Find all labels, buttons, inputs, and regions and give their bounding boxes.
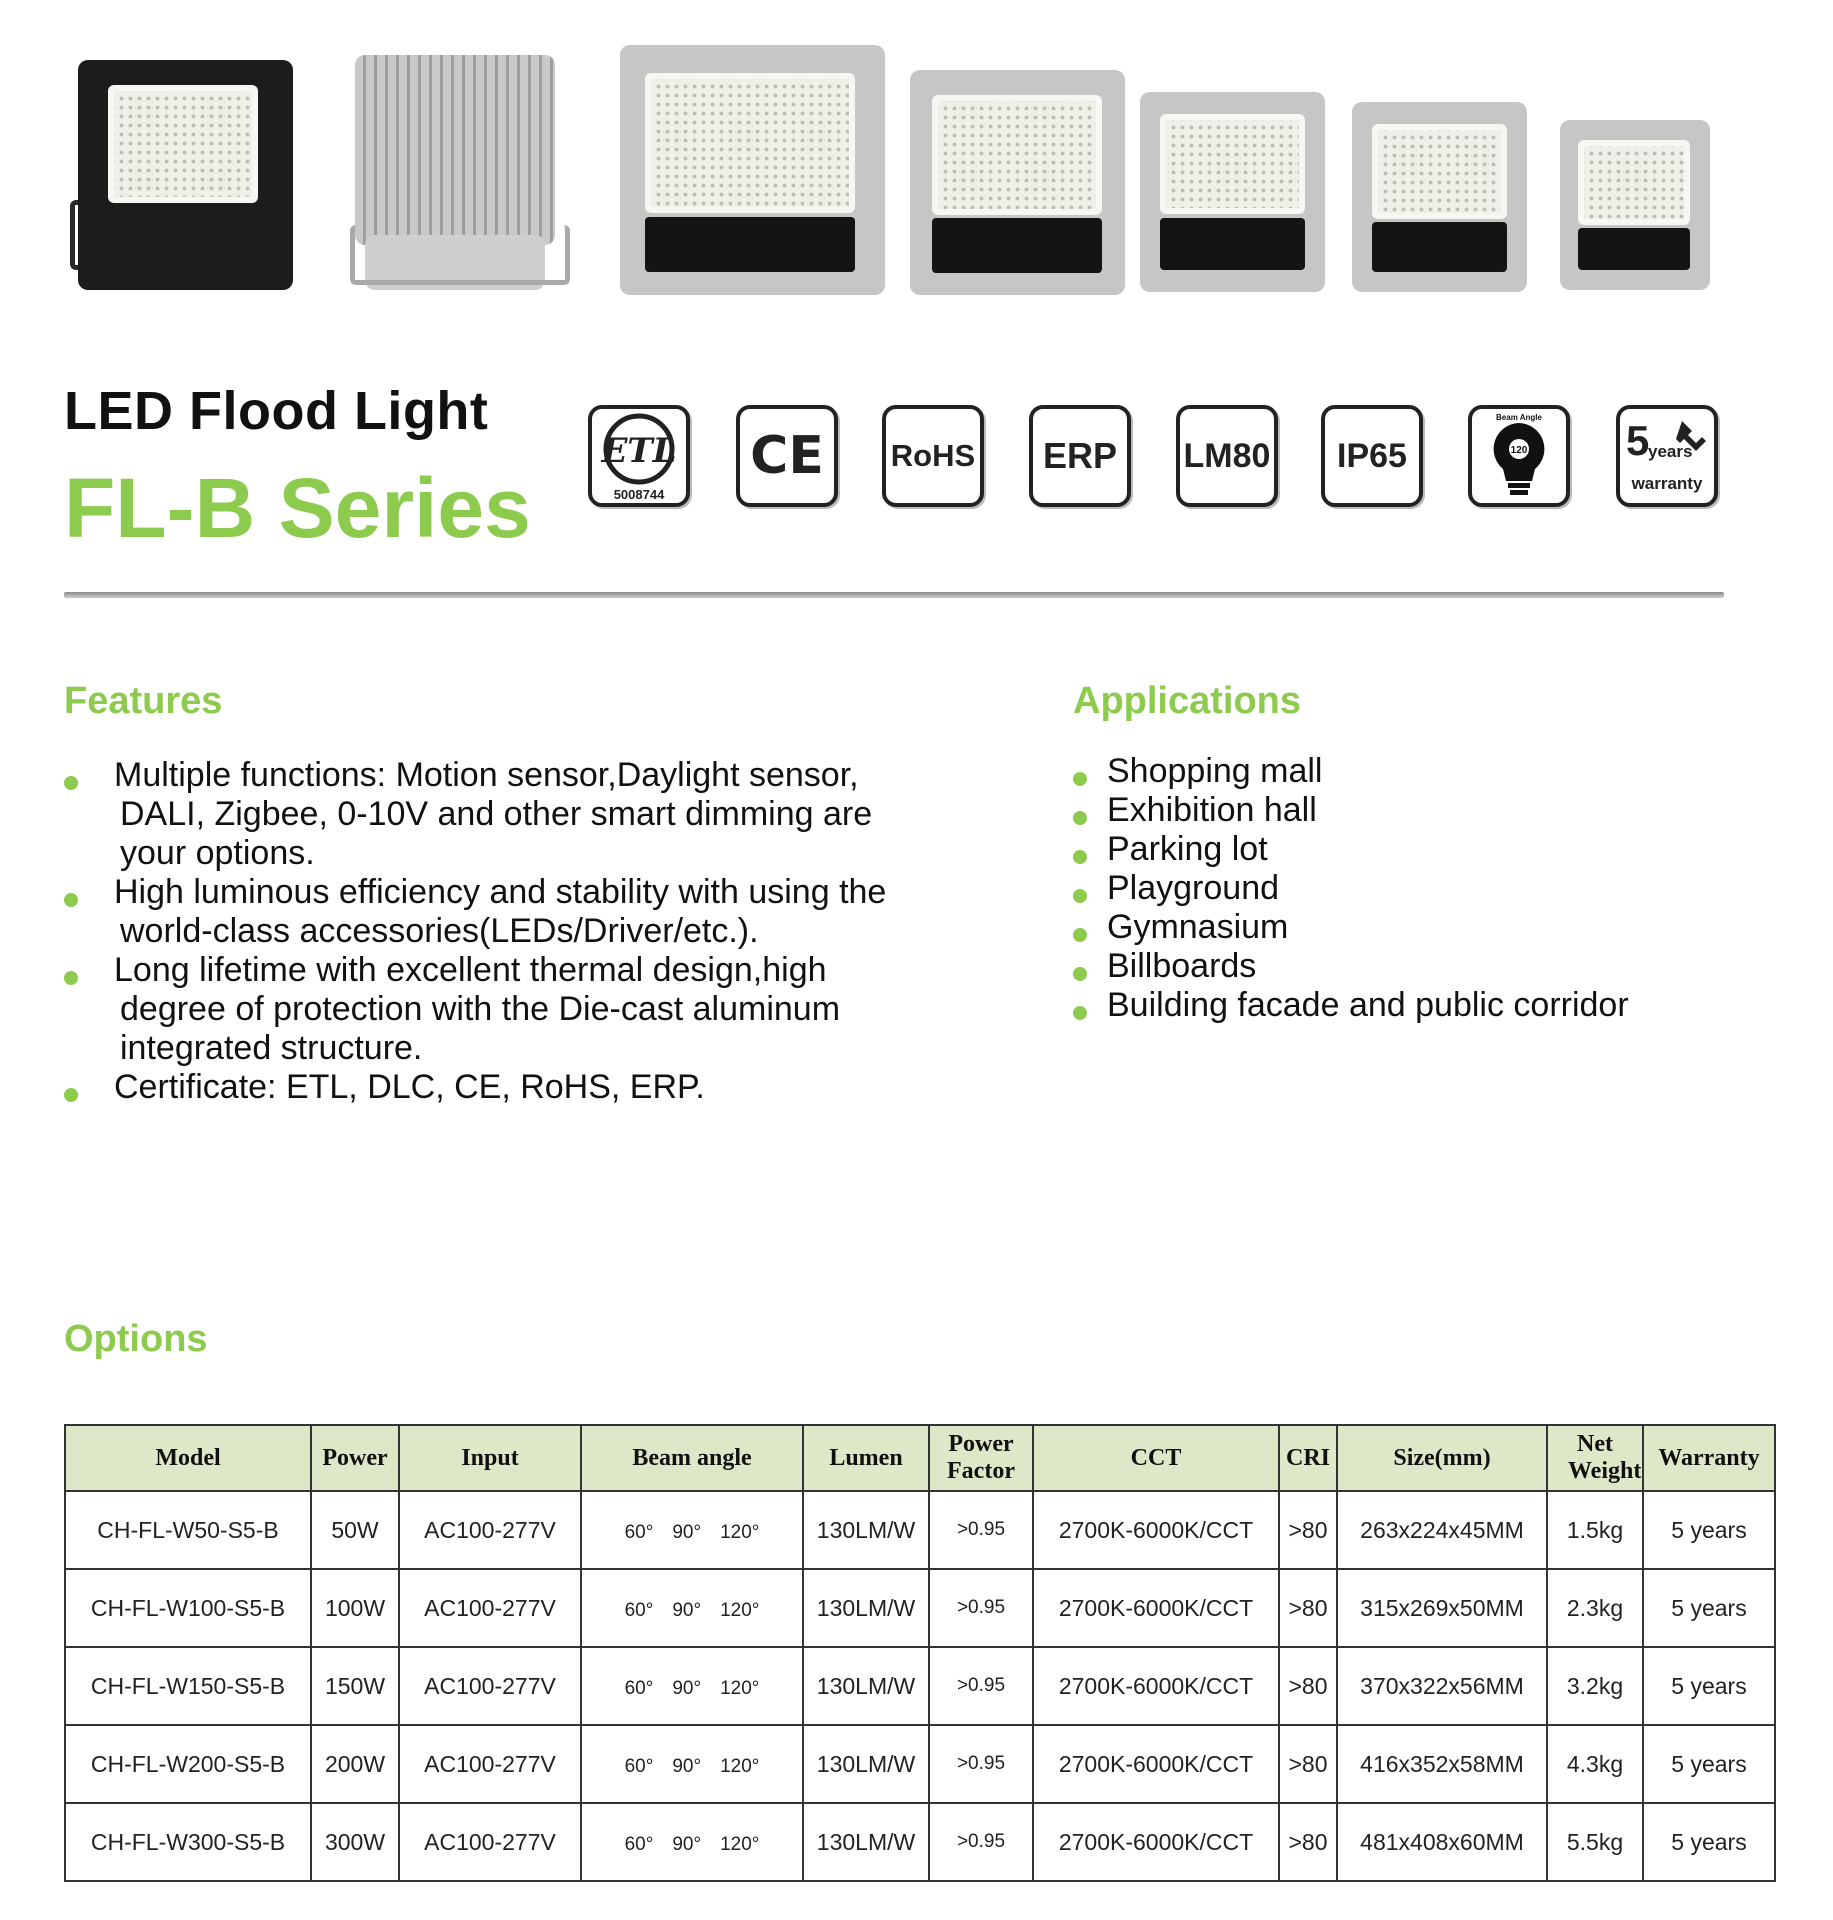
etl-listed-icon bbox=[588, 405, 690, 507]
features-heading: Features bbox=[64, 680, 223, 722]
section-divider bbox=[64, 592, 1724, 598]
list-item: Shopping mall bbox=[1073, 752, 1629, 791]
bullet-dot-icon bbox=[1073, 1006, 1087, 1020]
cell-power-factor: >0.95 bbox=[929, 1647, 1033, 1725]
cell-cct: 2700K-6000K/CCT bbox=[1033, 1725, 1279, 1803]
cell-model: CH-FL-W200-S5-B bbox=[65, 1725, 311, 1803]
cell-warranty: 5 years bbox=[1643, 1803, 1775, 1881]
cell-cri: >80 bbox=[1279, 1803, 1337, 1881]
options-heading: Options bbox=[64, 1318, 208, 1360]
list-item: High luminous efficiency and stability with using the world-class accessories(LEDs/Driver/etc.). bbox=[64, 873, 940, 951]
cell-size: 481x408x60MM bbox=[1337, 1803, 1547, 1881]
cell-cct: 2700K-6000K/CCT bbox=[1033, 1803, 1279, 1881]
list-item: Building facade and public corridor bbox=[1073, 986, 1629, 1025]
cell-beam-angle: 60° 90° 120° bbox=[581, 1569, 803, 1647]
cell-model: CH-FL-W300-S5-B bbox=[65, 1803, 311, 1881]
cell-net-weight: 1.5kg bbox=[1547, 1491, 1643, 1569]
table-row bbox=[65, 1491, 1775, 1569]
column-header: Beam angle bbox=[581, 1425, 803, 1491]
warranty-wrench-icon bbox=[1616, 405, 1718, 507]
bullet-dot-icon bbox=[64, 1088, 78, 1102]
title-block bbox=[64, 380, 531, 557]
applications-heading: Applications bbox=[1073, 680, 1302, 722]
flood-light-image-back bbox=[355, 55, 565, 295]
column-header: CCT bbox=[1033, 1425, 1279, 1491]
options-table bbox=[64, 1424, 1776, 1882]
table-row bbox=[65, 1647, 1775, 1725]
cell-power-factor: >0.95 bbox=[929, 1725, 1033, 1803]
cell-cri: >80 bbox=[1279, 1725, 1337, 1803]
cell-beam-angle: 60° 90° 120° bbox=[581, 1803, 803, 1881]
cell-input: AC100-277V bbox=[399, 1569, 581, 1647]
beam-angle-bulb-icon bbox=[1468, 405, 1570, 507]
list-item: Long lifetime with excellent thermal design,high degree of protection with the Die-cast aluminum integrated structure. bbox=[64, 951, 940, 1068]
bullet-dot-icon bbox=[64, 776, 78, 790]
cell-input: AC100-277V bbox=[399, 1725, 581, 1803]
list-item: Parking lot bbox=[1073, 830, 1629, 869]
cell-warranty: 5 years bbox=[1643, 1569, 1775, 1647]
cell-power: 100W bbox=[311, 1569, 399, 1647]
table-row bbox=[65, 1803, 1775, 1881]
column-header: Power bbox=[311, 1425, 399, 1491]
column-header: Warranty bbox=[1643, 1425, 1775, 1491]
cell-size: 416x352x58MM bbox=[1337, 1725, 1547, 1803]
bullet-dot-icon bbox=[1073, 967, 1087, 981]
etl-number: 5008744 bbox=[613, 487, 665, 502]
cell-warranty: 5 years bbox=[1643, 1725, 1775, 1803]
cell-size: 315x269x50MM bbox=[1337, 1569, 1547, 1647]
product-photo-row bbox=[0, 0, 1833, 320]
flood-light-image-300w bbox=[620, 45, 885, 295]
flood-light-image-100w bbox=[1352, 102, 1527, 292]
bullet-dot-icon bbox=[64, 893, 78, 907]
flood-light-image-black bbox=[78, 60, 293, 290]
list-item: Playground bbox=[1073, 869, 1629, 908]
bullet-dot-icon bbox=[1073, 772, 1087, 786]
column-header: CRI bbox=[1279, 1425, 1337, 1491]
applications-list bbox=[1073, 752, 1629, 1025]
table-header-row bbox=[65, 1425, 1775, 1491]
column-header: Model bbox=[65, 1425, 311, 1491]
ce-mark-icon: CE bbox=[736, 405, 838, 507]
flood-light-image-150w bbox=[1140, 92, 1325, 292]
cell-lumen: 130LM/W bbox=[803, 1647, 929, 1725]
cell-input: AC100-277V bbox=[399, 1803, 581, 1881]
cell-power: 50W bbox=[311, 1491, 399, 1569]
svg-text:warranty: warranty bbox=[1631, 474, 1703, 493]
series-title: FL-B Series bbox=[64, 461, 531, 555]
column-header: Input bbox=[399, 1425, 581, 1491]
flood-light-image-50w bbox=[1560, 120, 1710, 290]
cell-cri: >80 bbox=[1279, 1569, 1337, 1647]
svg-text:years: years bbox=[1648, 442, 1693, 461]
cell-cct: 2700K-6000K/CCT bbox=[1033, 1647, 1279, 1725]
column-header: Size(mm) bbox=[1337, 1425, 1547, 1491]
cell-power-factor: >0.95 bbox=[929, 1803, 1033, 1881]
svg-text:ETL: ETL bbox=[601, 431, 677, 471]
cell-model: CH-FL-W50-S5-B bbox=[65, 1491, 311, 1569]
list-item: Gymnasium bbox=[1073, 908, 1629, 947]
features-list bbox=[64, 756, 940, 1107]
column-header: Lumen bbox=[803, 1425, 929, 1491]
cell-lumen: 130LM/W bbox=[803, 1725, 929, 1803]
list-item: Billboards bbox=[1073, 947, 1629, 986]
table-row bbox=[65, 1569, 1775, 1647]
lm80-icon: LM80 bbox=[1176, 405, 1278, 507]
list-item: Multiple functions: Motion sensor,Daylight sensor, DALI, Zigbee, 0-10V and other smart dimming are your options. bbox=[64, 756, 940, 873]
cell-net-weight: 3.2kg bbox=[1547, 1647, 1643, 1725]
cell-power: 150W bbox=[311, 1647, 399, 1725]
product-title: LED Flood Light bbox=[64, 381, 489, 441]
cell-size: 263x224x45MM bbox=[1337, 1491, 1547, 1569]
cell-beam-angle: 60° 90° 120° bbox=[581, 1491, 803, 1569]
cell-lumen: 130LM/W bbox=[803, 1491, 929, 1569]
column-header: Net Weight bbox=[1547, 1425, 1643, 1491]
list-item: Certificate: ETL, DLC, CE, RoHS, ERP. bbox=[64, 1068, 940, 1107]
column-header: Power Factor bbox=[929, 1425, 1033, 1491]
cell-size: 370x322x56MM bbox=[1337, 1647, 1547, 1725]
ip65-icon: IP65 bbox=[1321, 405, 1423, 507]
cell-warranty: 5 years bbox=[1643, 1491, 1775, 1569]
cell-power: 300W bbox=[311, 1803, 399, 1881]
list-item: Exhibition hall bbox=[1073, 791, 1629, 830]
cell-net-weight: 4.3kg bbox=[1547, 1725, 1643, 1803]
bullet-dot-icon bbox=[1073, 811, 1087, 825]
bullet-dot-icon bbox=[1073, 889, 1087, 903]
bullet-dot-icon bbox=[1073, 928, 1087, 942]
svg-text:120: 120 bbox=[1510, 445, 1528, 456]
cell-net-weight: 5.5kg bbox=[1547, 1803, 1643, 1881]
cell-model: CH-FL-W150-S5-B bbox=[65, 1647, 311, 1725]
cell-input: AC100-277V bbox=[399, 1491, 581, 1569]
svg-text:Beam Angle: Beam Angle bbox=[1496, 413, 1542, 422]
cell-cri: >80 bbox=[1279, 1647, 1337, 1725]
table-body bbox=[65, 1491, 1775, 1881]
flood-light-image-200w bbox=[910, 70, 1125, 295]
bullet-dot-icon bbox=[64, 971, 78, 985]
cell-power-factor: >0.95 bbox=[929, 1491, 1033, 1569]
cell-beam-angle: 60° 90° 120° bbox=[581, 1647, 803, 1725]
cell-cct: 2700K-6000K/CCT bbox=[1033, 1569, 1279, 1647]
svg-text:5: 5 bbox=[1626, 417, 1650, 464]
cell-cri: >80 bbox=[1279, 1491, 1337, 1569]
cell-power-factor: >0.95 bbox=[929, 1569, 1033, 1647]
cell-lumen: 130LM/W bbox=[803, 1803, 929, 1881]
cell-lumen: 130LM/W bbox=[803, 1569, 929, 1647]
cell-power: 200W bbox=[311, 1725, 399, 1803]
cell-net-weight: 2.3kg bbox=[1547, 1569, 1643, 1647]
table-row bbox=[65, 1725, 1775, 1803]
certification-badges bbox=[588, 405, 1703, 515]
cell-input: AC100-277V bbox=[399, 1647, 581, 1725]
rohs-icon: RoHS bbox=[882, 405, 984, 507]
cell-warranty: 5 years bbox=[1643, 1647, 1775, 1725]
bullet-dot-icon bbox=[1073, 850, 1087, 864]
cell-model: CH-FL-W100-S5-B bbox=[65, 1569, 311, 1647]
cell-beam-angle: 60° 90° 120° bbox=[581, 1725, 803, 1803]
cell-cct: 2700K-6000K/CCT bbox=[1033, 1491, 1279, 1569]
erp-icon: ERP bbox=[1029, 405, 1131, 507]
